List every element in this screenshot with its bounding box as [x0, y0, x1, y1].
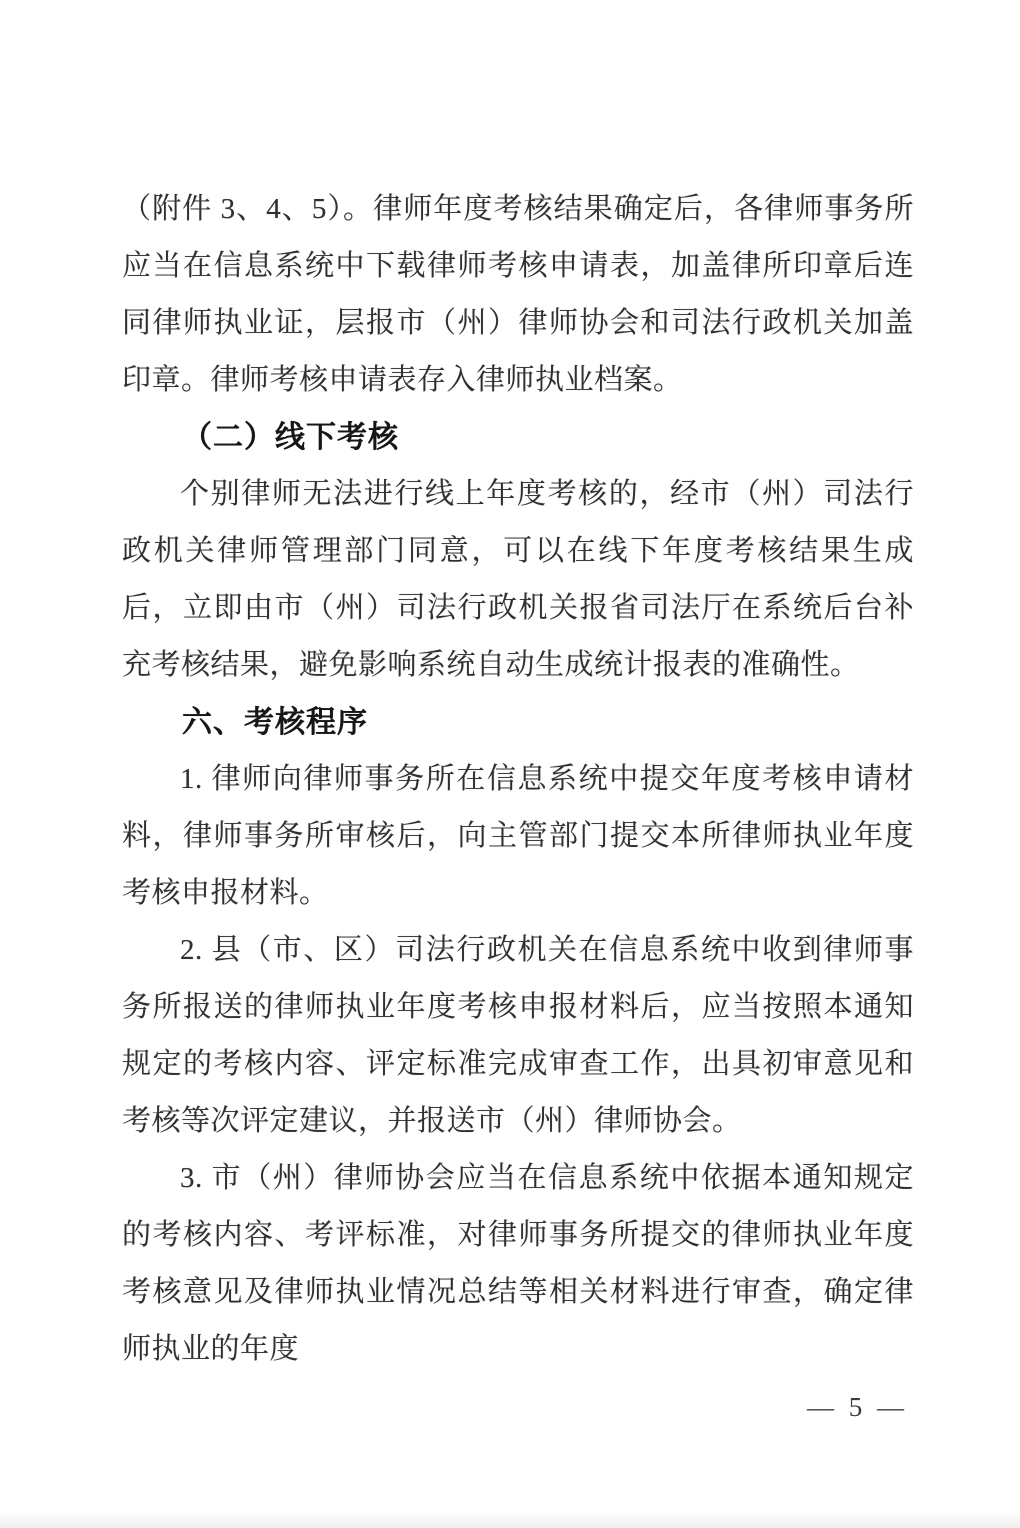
paragraph-procedure-step-2: 2. 县（市、区）司法行政机关在信息系统中收到律师事务所报送的律师执业年度考核申报材料后，应当按照本通知规定的考核内容、评定标准完成审查工作，出具初审意见和考核等次评定建议，并报送市（州）律师协会。 [122, 934, 914, 1137]
paragraph-annex-continuation: （附件 3、4、5）。律师年度考核结果确定后，各律师事务所应当在信息系统中下载律师考核申请表，加盖律所印章后连同律师执业证，层报市（州）律师协会和司法行政机关加盖印章。律师考核申请表存入律师执业档案。 [122, 193, 914, 396]
paragraph-procedure-step-1: 1. 律师向律师事务所在信息系统中提交年度考核申请材料，律师事务所审核后，向主管部门提交本所律师执业年度考核申报材料。 [122, 763, 914, 909]
page-number: — 5 — [807, 1392, 908, 1422]
paragraph-offline-assessment: 个别律师无法进行线上年度考核的，经市（州）司法行政机关律师管理部门同意，可以在线下年度考核结果生成后，立即由市（州）司法行政机关报省司法厅在系统后台补充考核结果，避免影响系统自动生成统计报表的准确性。 [122, 478, 914, 681]
section-heading-offline-assessment: （二）线下考核 [182, 421, 399, 454]
section-heading-assessment-procedure: 六、考核程序 [182, 706, 368, 739]
paragraph-procedure-step-3: 3. 市（州）律师协会应当在信息系统中依据本通知规定的考核内容、考评标准，对律师事务所提交的律师执业年度考核意见及律师执业情况总结等相关材料进行审查，确定律师执业的年度 [122, 1162, 914, 1365]
document-body [122, 181, 914, 1378]
